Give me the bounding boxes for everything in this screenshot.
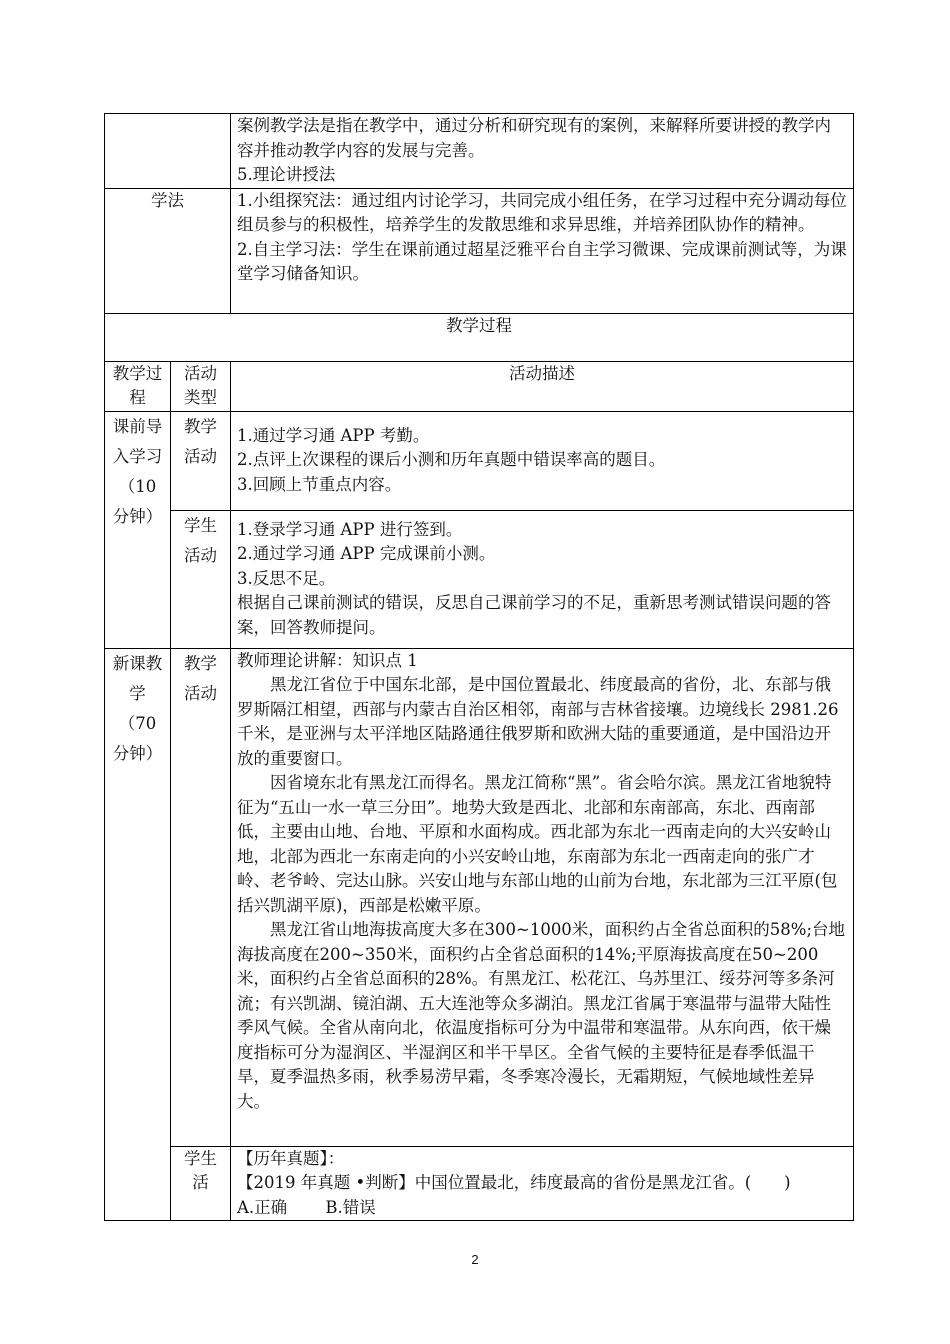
new-class-stage: 新课教学（70分钟） [105,648,171,1221]
study-method-content [231,188,854,313]
new-class-teacher-type: 教学活动 [171,648,231,1146]
list-item: 2.通过学习通 APP 完成课前小测。 [237,544,496,564]
list-item: 3.反思不足。 [237,568,336,588]
new-class-student-row [105,1146,854,1221]
col-header-description: 活动描述 [231,361,854,411]
page-number: 2 [471,1252,479,1267]
list-item: 1.登录学习通 APP 进行签到。 [237,519,463,539]
self-study-text: 2.自主学习法：学生在课前通过超星泛雅平台自主学习微课、完成课前测试等，为课堂学习储备知识。 [237,239,847,283]
study-method-label: 学法 [105,188,231,313]
col-header-stage: 教学过程 [105,361,171,411]
past-exam-heading: 【历年真题】： [237,1148,345,1168]
list-item: 2.点评上次课程的课后小测和历年真题中错误率高的题目。 [237,450,666,470]
lesson-plan-table [104,113,854,1221]
knowledge-heading: 教师理论讲解：知识点 1 [237,650,418,670]
pre-class-student-desc [231,510,854,648]
methods-row [105,114,854,189]
knowledge-para-2: 因省境东北有黑龙江而得名。黑龙江简称“黑”。省会哈尔滨。黑龙江省地貌特征为“五山一水一草三分田”。地势大致是西北、北部和东南部高，东北、西南部低，主要由山地、台地、平原和水面构成。西北部为东北一西南走向的大兴安岭山地，北部为西北一东南走向的小兴安岭山地，东南部为东北一西南走向的张广才岭、老爷岭、完达山脉。兴安山地与东部山地的山前为台地，东北部为三江平原(包括兴凯湖平原)，西部是松嫩平原。 [237,773,838,915]
col-header-type: 活动类型 [171,361,231,411]
past-exam-question: 【2019 年真题 •判断】中国位置最北，纬度最高的省份是黑龙江省。( ) [237,1173,791,1192]
past-exam-options: A.正确 B.错误 [237,1197,376,1217]
group-inquiry-text: 1.小组探究法：通过组内讨论学习，共同完成小组任务，在学习过程中充分调动每位组员参与的积极性，培养学生的发散思维和求异思维，并培养团队协作的精神。 [237,190,847,234]
process-header-row [105,361,854,411]
list-item: 3.回顾上节重点内容。 [237,474,402,494]
pre-class-student-row [105,510,854,648]
knowledge-para-1: 黑龙江省位于中国东北部，是中国位置最北、纬度最高的省份，北、东部与俄罗斯隔江相望，西部与内蒙古自治区相邻，南部与吉林省接壤。边境线长 2981.26 千米，是亚洲与太平洋地区陆路通往俄罗斯和欧洲大陆的重要通道，是中国沿边开放的重要窗口。 [237,675,839,768]
methods-label-cell [105,114,231,189]
case-method-text: 案例教学法是指在教学中，通过分析和研究现有的案例，来解释所要讲授的教学内容并推动教学内容的发展与完善。 [237,116,831,160]
knowledge-para-3: 黑龙江省山地海拔高度大多在300~1000米，面积约占全省总面积的58%;台地海拔高度在200~350米，面积约占全省总面积的14%;平原海拔高度在50~200米，面积约占全省总面积的28%。有黑龙江、松花江、乌苏里江、绥芬河等多条河流；有兴凯湖、镜泊湖、五大连池等众多湖泊。黑龙江省属于寒温带与温带大陆性季风气候。全省从南向北，依温度指标可分为中温带和寒温带。从东向西，依干燥度指标可分为湿润区、半湿润区和半干旱区。全省气候的主要特征是春季低温干旱，夏季温热多雨，秋季易涝早霜，冬季寒冷漫长，无霜期短，气候地域性差异大。 [237,920,846,1111]
process-title: 教学过程 [105,313,854,361]
new-class-teacher-row [105,648,854,1146]
pre-class-student-type: 学生活动 [171,510,231,648]
pre-class-teacher-row [105,411,854,510]
lecture-method-item: 5.理论讲授法 [237,165,336,184]
list-item: 1.通过学习通 APP 考勤。 [237,425,430,445]
study-method-row [105,188,854,313]
pre-class-stage: 课前导入学习（10分钟） [105,411,171,648]
new-class-student-type: 学生活 [171,1146,231,1221]
pre-class-teacher-desc [231,411,854,510]
new-class-student-desc [231,1146,854,1221]
process-title-row [105,313,854,361]
new-class-teacher-desc [231,648,854,1146]
methods-content-cell [231,114,854,189]
pre-class-teacher-type: 教学活动 [171,411,231,510]
reflection-text: 根据自己课前测试的错误，反思自己课前学习的不足，重新思考测试错误问题的答案，回答教师提问。 [237,593,831,637]
